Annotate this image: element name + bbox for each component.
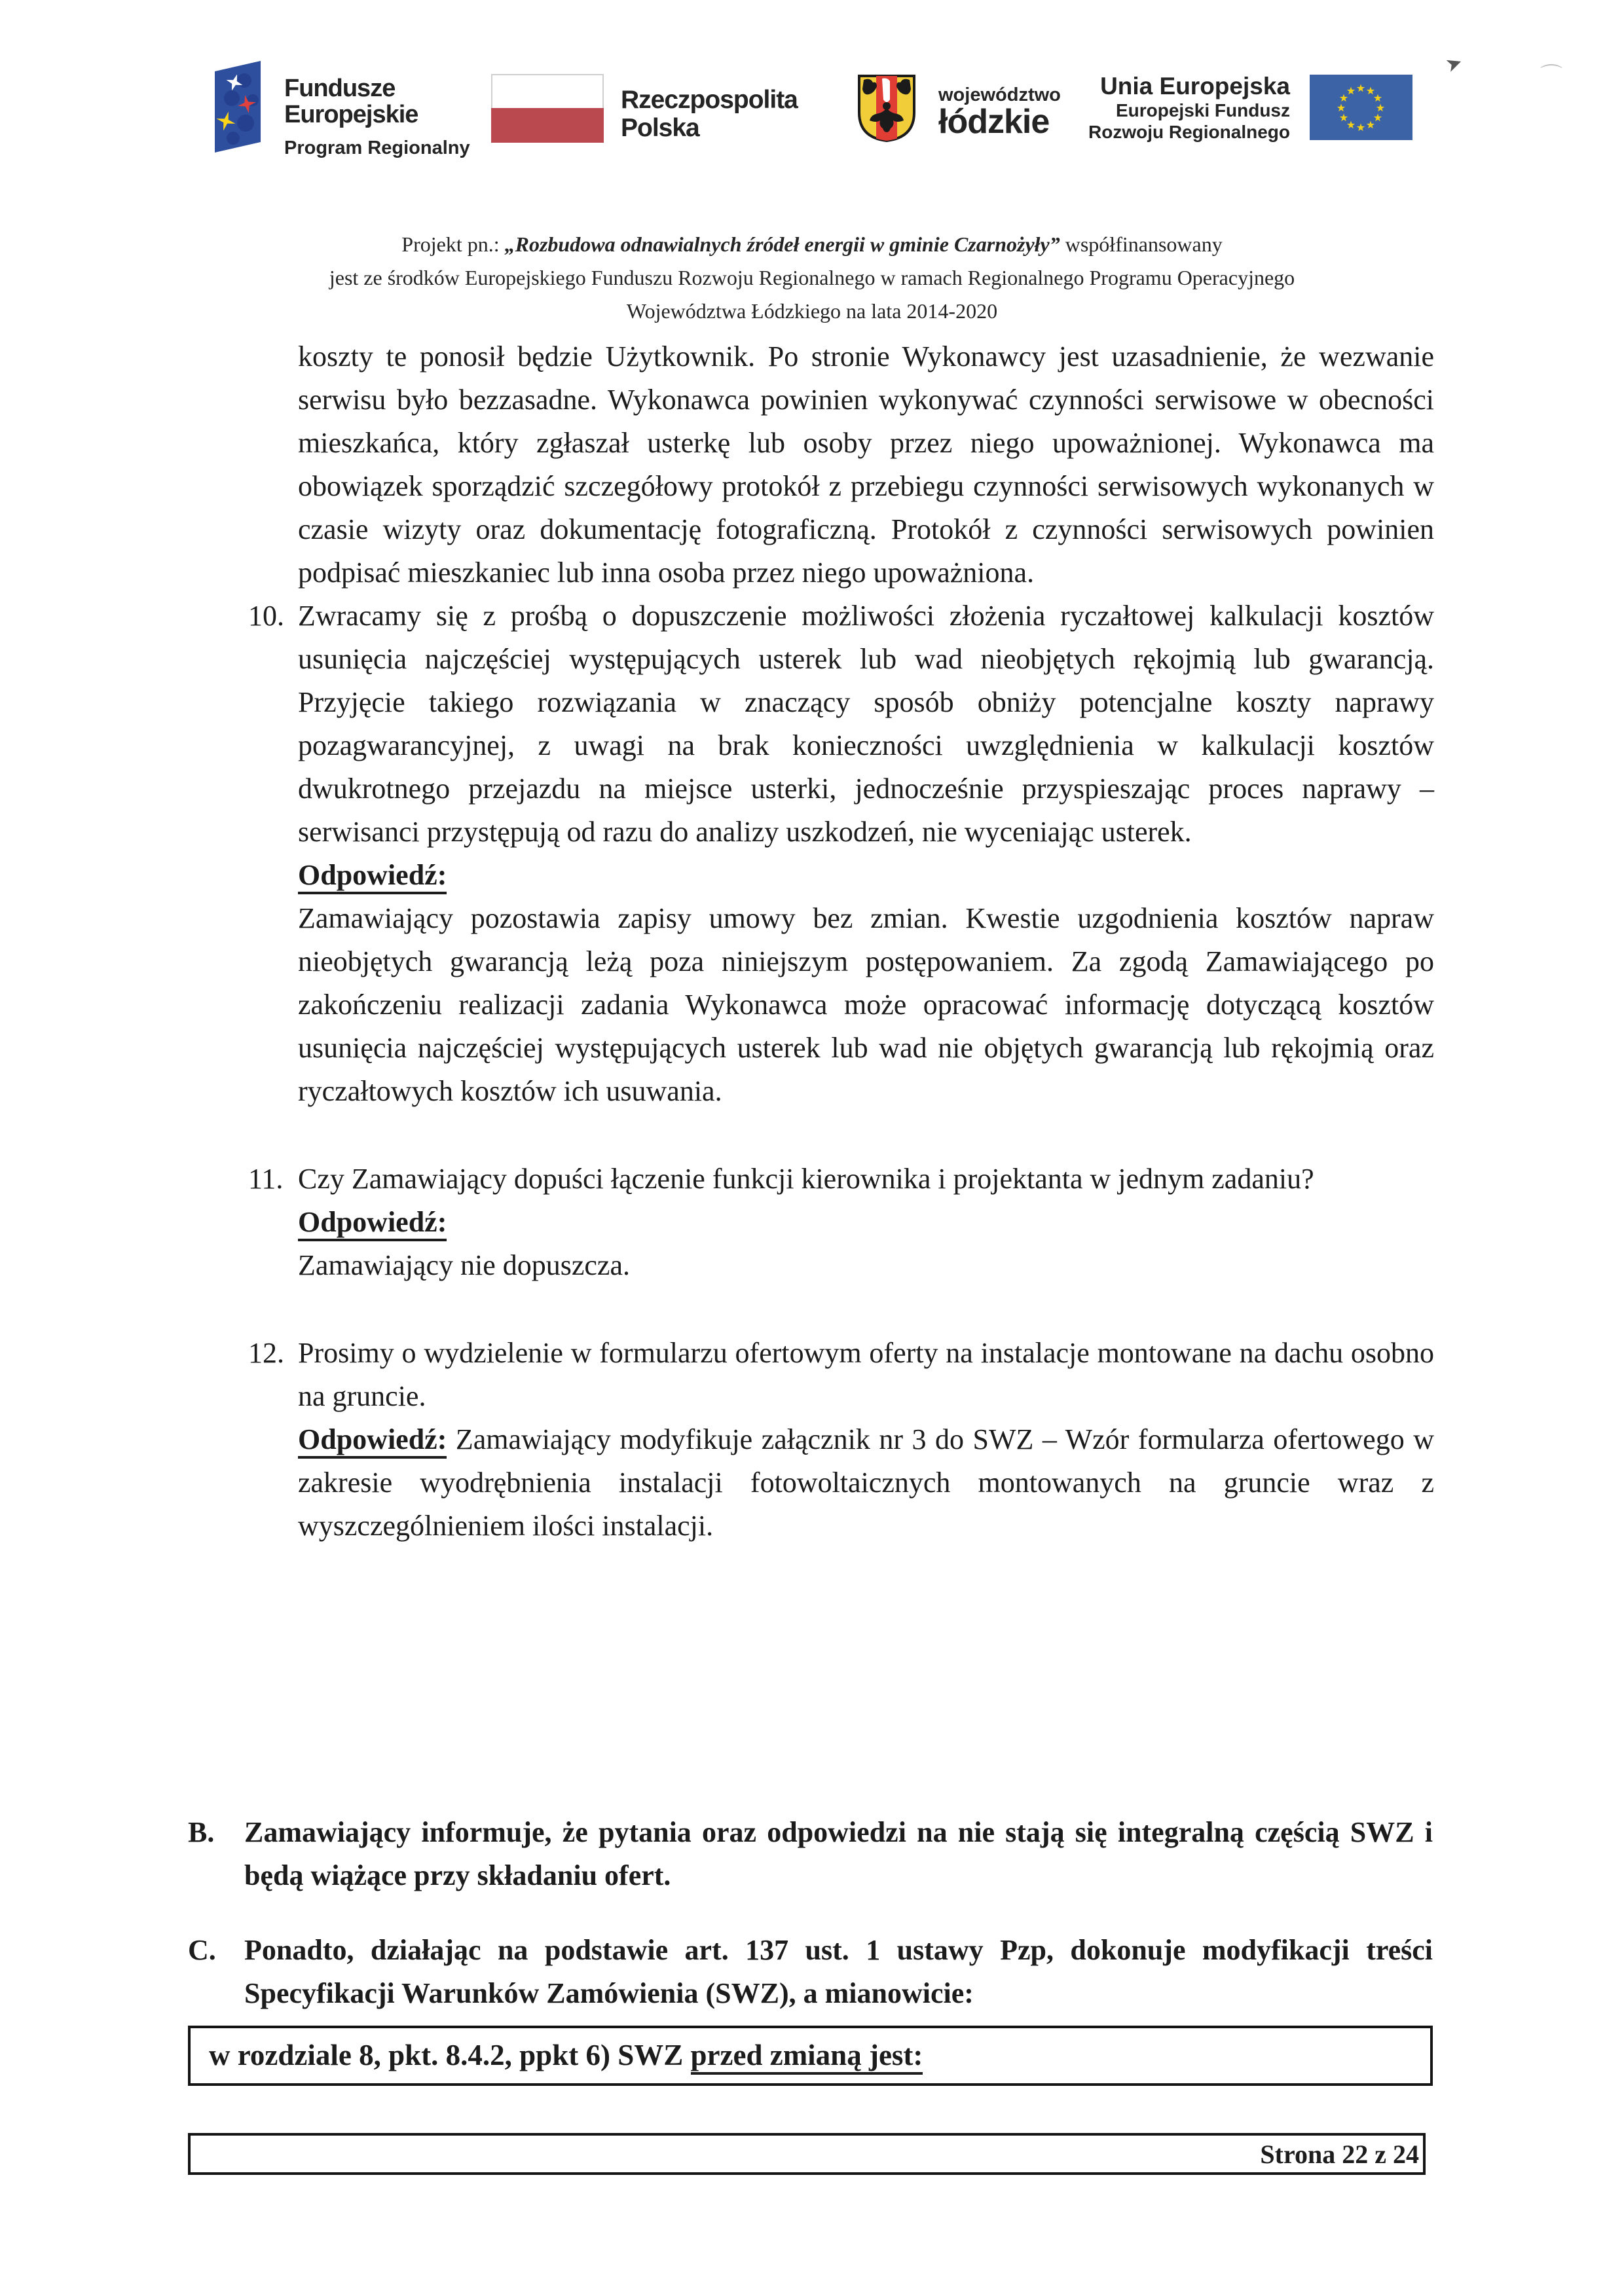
fe-logo-text (284, 75, 470, 158)
poland-logo-line1: Rzeczpospolita (621, 86, 798, 114)
poland-logo-text (621, 86, 798, 142)
lodzkie-logo-line1: województwo (938, 84, 1061, 105)
page-number-label: Strona 22 z 24 (1260, 2139, 1419, 2169)
poland-flag-icon (491, 74, 604, 143)
answer-label-line (298, 1201, 1434, 1244)
answer-label: Odpowiedź: (298, 1206, 447, 1241)
page-footer (188, 2133, 1426, 2175)
fe-logo-line3: Program Regionalny (284, 137, 470, 158)
logo-wojewodztwo-lodzkie (856, 73, 1061, 143)
project-line1 (0, 228, 1624, 261)
logo-rzeczpospolita-polska (491, 74, 798, 143)
lodzkie-logo-line2: łódzkie (938, 103, 1050, 141)
answer-label: Odpowiedź: (298, 1423, 447, 1459)
section-letter: C. (188, 1934, 216, 1966)
eu-logo-line2: Europejski Fundusz (1115, 100, 1290, 120)
document-body (248, 335, 1434, 1548)
eu-logo-line1: Unia Europejska (1100, 73, 1290, 100)
answer-text: Zamawiający pozostawia zapisy umowy bez zmian. Kwestie uzgodnienia kosztów napraw nieobjętych gwarancją leżą poza niniejszym postępowaniem. Za zgodą Zamawiającego po zakończeniu realizacji zadania Wykonawca może opracować informację dotyczącą kosztów usunięcia najczęściej występujących usterek lub wad nie objętych gwarancją lub rękojmią oraz ryczałtowych kosztów ich usuwania. (298, 902, 1434, 1107)
question-item-10 (248, 594, 1434, 1113)
project-prefix: Projekt pn.: (401, 232, 505, 256)
document-sections (188, 1811, 1433, 2015)
question-text: Prosimy o wydzielenie w formularzu ofertowym oferty na instalacje montowane na dachu osobno na gruncie. (298, 1337, 1434, 1412)
fe-flag-icon (215, 61, 261, 153)
swz-change-box (188, 2026, 1433, 2086)
answer-label: Odpowiedź: (298, 859, 447, 894)
project-header (0, 228, 1624, 328)
scan-artifact: ⌒ (1540, 63, 1562, 89)
section-b (188, 1811, 1433, 1897)
eu-logo-line3: Rozwoju Regionalnego (1088, 122, 1290, 142)
logo-unia-europejska (1074, 73, 1412, 143)
funding-logo-band (0, 0, 1624, 216)
item-number: 12. (248, 1337, 284, 1369)
eu-logo-text (1074, 73, 1290, 143)
project-suffix: współfinansowany (1060, 232, 1223, 256)
logo-fundusze-europejskie (215, 61, 470, 158)
project-title: „Rozbudowa odnawialnych źródeł energii w gminie Czarnożyły” (504, 232, 1060, 256)
fe-logo-line1: Fundusze (284, 75, 396, 102)
project-line3: Województwa Łódzkiego na lata 2014-2020 (626, 299, 998, 323)
lodzkie-coat-of-arms-icon (856, 73, 917, 143)
eu-flag-icon (1310, 75, 1412, 140)
section-text: Zamawiający informuje, że pytania oraz odpowiedzi na nie stają się integralną częścią SWZ i będą wiążące przy składaniu ofert. (244, 1816, 1433, 1891)
section-text: Ponadto, działając na podstawie art. 137 ust. 1 ustawy Pzp, dokonuje modyfikacji treści Specyfikacji Warunków Zamówienia (SWZ), a mianowicie: (244, 1934, 1433, 2009)
item-number: 10. (248, 600, 284, 632)
question-item-12 (248, 1332, 1434, 1548)
answer-text: Zamawiający modyfikuje załącznik nr 3 do SWZ – Wzór formularza ofertowego w zakresie wyodrębnienia instalacji fotowoltaicznych montowanych na gruncie wraz z wyszczególnieniem ilości instalacji. (298, 1423, 1434, 1542)
question-text: Zwracamy się z prośbą o dopuszczenie możliwości złożenia ryczałtowej kalkulacji kosztów usunięcia najczęściej występujących usterek lub wad nieobjętych rękojmią lub gwarancją. Przyjęcie takiego rozwiązania w znaczący sposób obniży potencjalne koszty naprawy pozagwarancyjnej, z uwagi na brak konieczności uwzględnienia w kalkulacji kosztów dwukrotnego przejazdu na miejsce usterki, jednocześnie przyspieszając proces naprawy – serwisanci przystępują od razu do analizy uszkodzeń, nie wyceniając usterek. (298, 600, 1434, 848)
answer-text: Zamawiający nie dopuszcza. (298, 1249, 630, 1281)
answer-label-line (298, 854, 1434, 897)
project-line2: jest ze środków Europejskiego Funduszu Rozwoju Regionalnego w ramach Regionalnego Programu Operacyjnego (329, 266, 1295, 289)
item-number: 11. (248, 1163, 284, 1195)
section-letter: B. (188, 1816, 215, 1848)
poland-logo-line2: Polska (621, 114, 699, 142)
swz-change-plain: w rozdziale 8, pkt. 8.4.2, ppkt 6) SWZ (209, 2039, 691, 2071)
question-text: Czy Zamawiający dopuści łączenie funkcji kierownika i projektanta w jednym zadaniu? (298, 1163, 1314, 1195)
swz-change-underlined: przed zmianą jest: (691, 2039, 923, 2075)
section-c (188, 1929, 1433, 2015)
scan-artifact: ➤ (1442, 50, 1466, 78)
answer-inline-line (298, 1418, 1434, 1548)
lodzkie-logo-text (938, 85, 1061, 139)
fe-logo-line2: Europejskie (284, 101, 418, 128)
question-item-11 (248, 1157, 1434, 1287)
paragraph-intro: koszty te ponosił będzie Użytkownik. Po stronie Wykonawcy jest uzasadnienie, że wezwanie serwisu było bezzasadne. Wykonawca powinien wykonywać czynności serwisowe w obecności mieszkańca, który zgłaszał usterkę lub osoby przez niego upoważnionej. Wykonawca ma obowiązek sporządzić szczegółowy protokół z przebiegu czynności serwisowych wykonanych w czasie wizyty oraz dokumentację fotograficzną. Protokół z czynności serwisowych powinien podpisać mieszkaniec lub inna osoba przez niego upoważniona. (298, 340, 1434, 589)
